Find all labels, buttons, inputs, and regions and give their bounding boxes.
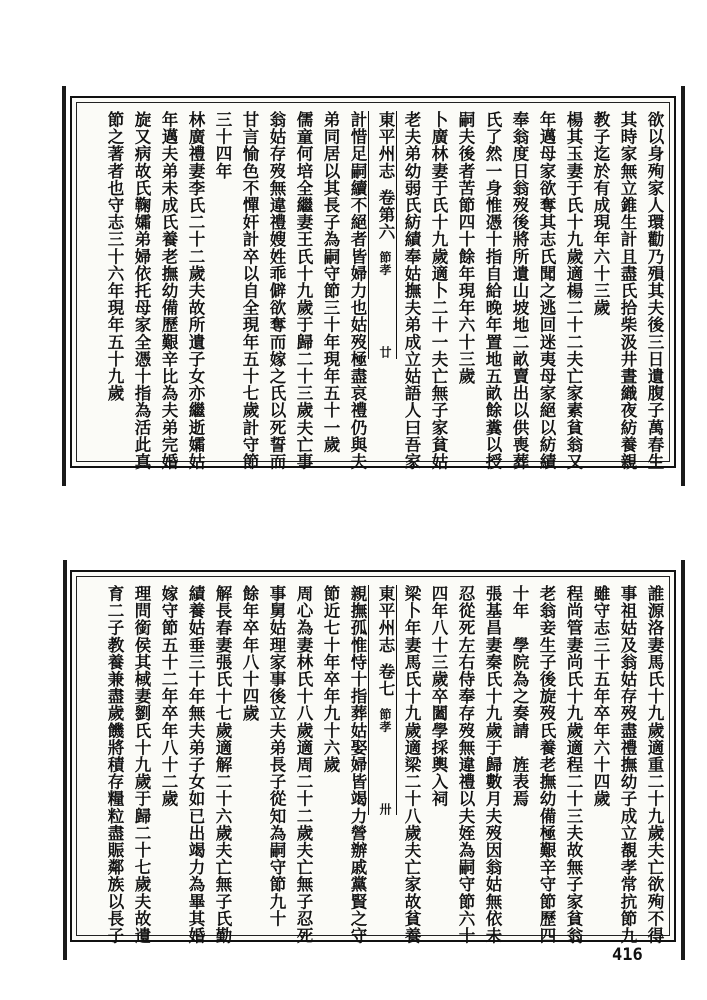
- upper-text-column: 氏了然一身惟憑十指自給晚年置地五畝餘糞以授: [483, 111, 502, 471]
- upper-leaf-frame: [76, 102, 670, 471]
- upper-text-column: 奉翁度日翁歿後將所遺山坡地二畝賣出以供喪葬: [510, 111, 529, 471]
- lower-text-column: 節近七十年卒年九十六歲: [321, 585, 340, 774]
- upper-text-column: 翁姑存歿無違禮嫂姓乖僻欲奪而嫁之氏以死誓而: [267, 111, 286, 471]
- lower-text-column: 嫁守節五十二年卒年八十二歲: [159, 585, 178, 808]
- upper-leaf: [70, 96, 676, 471]
- upper-text-column: 計惜足嗣續不絕者皆婦力也姑歿極盡哀禮仍與夫: [348, 111, 367, 471]
- upper-text-column: 弟同居以其長子為嗣守節三十年現年五十一歲: [321, 111, 340, 453]
- upper-text-column: 教子迄於有成現年六十三歲: [591, 111, 610, 317]
- upper-text-column: 卜廣林妻于氏十九歲適卜二十一夫亡無子家貧姑: [429, 111, 448, 471]
- lower-text-column: 梁卜年妻馬氏十九歲適梁二十八歲夫亡家故貧養: [402, 585, 421, 945]
- lower-text-column: 理問銜侯其棫妻劉氏十九歲于歸二十七歲夫故遺: [132, 585, 151, 945]
- lower-text-column: 周心為妻林氏十八歲適周二十二歲夫亡無子忍死: [294, 585, 313, 945]
- lower-text-column: 忍從死左右侍奉存歿無違禮以夫姪為嗣守節六十: [456, 585, 475, 945]
- upper-gutter-folio: 廿: [378, 345, 392, 359]
- lower-text-column: 張基昌妻秦氏十九歲于歸數月夫歿因翁姑無依未: [483, 585, 502, 945]
- lower-text-column: 十年 學院為之奏請 旌表焉: [510, 585, 529, 808]
- upper-text-column: 儒童何培全繼妻王氏十九歲于歸二十三歲夫亡事: [294, 111, 313, 471]
- lower-leaf: [70, 570, 676, 945]
- lower-text-column: 誰源洛妻馬氏十九歲適重二十九歲夫亡欲殉不得: [645, 585, 664, 945]
- lower-gutter-volume: 卷七: [376, 663, 395, 698]
- scan-edge-left-upper: [62, 86, 66, 486]
- upper-text-column: 旋又病故氏鞠孀弟婦依托母家全憑十指為活此真: [132, 111, 151, 471]
- upper-text-column: 三十四年: [213, 111, 232, 180]
- upper-gutter-title: 東平州志: [376, 111, 395, 180]
- lower-text-column: 親撫孤惟恃十指葬姑娶婦皆竭力營辦戚黨賢之守: [348, 585, 367, 945]
- upper-text-column: 年邁母家欲奪其志氏聞之逃回迷夷母家絕以紡績: [537, 111, 556, 471]
- upper-center-gutter: [368, 111, 397, 359]
- upper-gutter-volume: 卷第六: [376, 189, 395, 241]
- lower-text-column: 事舅姑理家事後立夫弟長子從知為嗣守節九十: [267, 585, 286, 927]
- upper-text-column: 年邁夫弟未成氏養老撫幼備歷艱辛比為夫弟完婚: [159, 111, 178, 471]
- lower-text-column: 績養姑垂三十年無夫弟子女如已出竭力為畢其婚: [186, 585, 205, 945]
- lower-gutter-section: 節孝: [378, 707, 392, 733]
- lower-text-column: 雖守志三十五年卒年六十四歲: [591, 585, 610, 808]
- upper-text-column: 楊其玉妻于氏十九歲適楊二十二夫亡家素貧翁又: [564, 111, 583, 471]
- lower-gutter-folio: 卅: [378, 802, 392, 816]
- lower-text-column: 育二子教養兼盡歲饑將積存糧粒盡賑鄰族以長子: [105, 585, 124, 945]
- lower-text-column: 四年八十三歲卒闔學採輿入祠: [429, 585, 448, 808]
- upper-text-column: 甘言愉色不憚奸計卒以自全現年五十七歲計守節: [240, 111, 259, 471]
- upper-text-column: 林廣禮妻李氏二十二歲夫故所遺子女亦繼逝孀姑: [186, 111, 205, 471]
- scan-edge-right-upper: [681, 86, 685, 486]
- lower-text-column: 餘年卒年八十四歲: [240, 585, 259, 722]
- lower-leaf-frame: [76, 576, 670, 945]
- lower-text-column: 程尚管妻尚氏十九歲適程二十三夫故無子家貧翁: [564, 585, 583, 945]
- lower-center-gutter: [368, 585, 397, 815]
- upper-text-column: 老夫弟幼弱氏紡績奉姑撫夫弟成立姑語人曰吾家: [402, 111, 421, 471]
- lower-gutter-title: 東平州志: [376, 585, 395, 654]
- upper-text-column: 欲以身殉家人環勸乃殞其夫後三日遺腹子萬春生: [645, 111, 664, 471]
- lower-text-column: 事祖姑及翁姑存歿盡禮撫幼子成立覩孝常抗節九: [618, 585, 637, 945]
- scan-edge-right-lower: [681, 560, 685, 960]
- scan-edge-left-lower: [63, 560, 67, 960]
- upper-text-column: 節之著者也守志三十六年現年五十九歲: [105, 111, 124, 402]
- lower-text-column: 老翁妾生子後旋歿氏養老撫幼備極艱辛守節歷四: [537, 585, 556, 945]
- lower-text-column: 解長春妻張氏十七歲適解二十六歲夫亡無子氏勤: [213, 585, 232, 945]
- upper-gutter-section: 節孝: [378, 250, 392, 276]
- upper-text-column: 其時家無立錐生計且盡氏拾柴汲井晝織夜紡養親: [618, 111, 637, 471]
- upper-text-column: 嗣夫後者苦節四十餘年現年六十三歲: [456, 111, 475, 385]
- page-number: 416: [612, 945, 643, 965]
